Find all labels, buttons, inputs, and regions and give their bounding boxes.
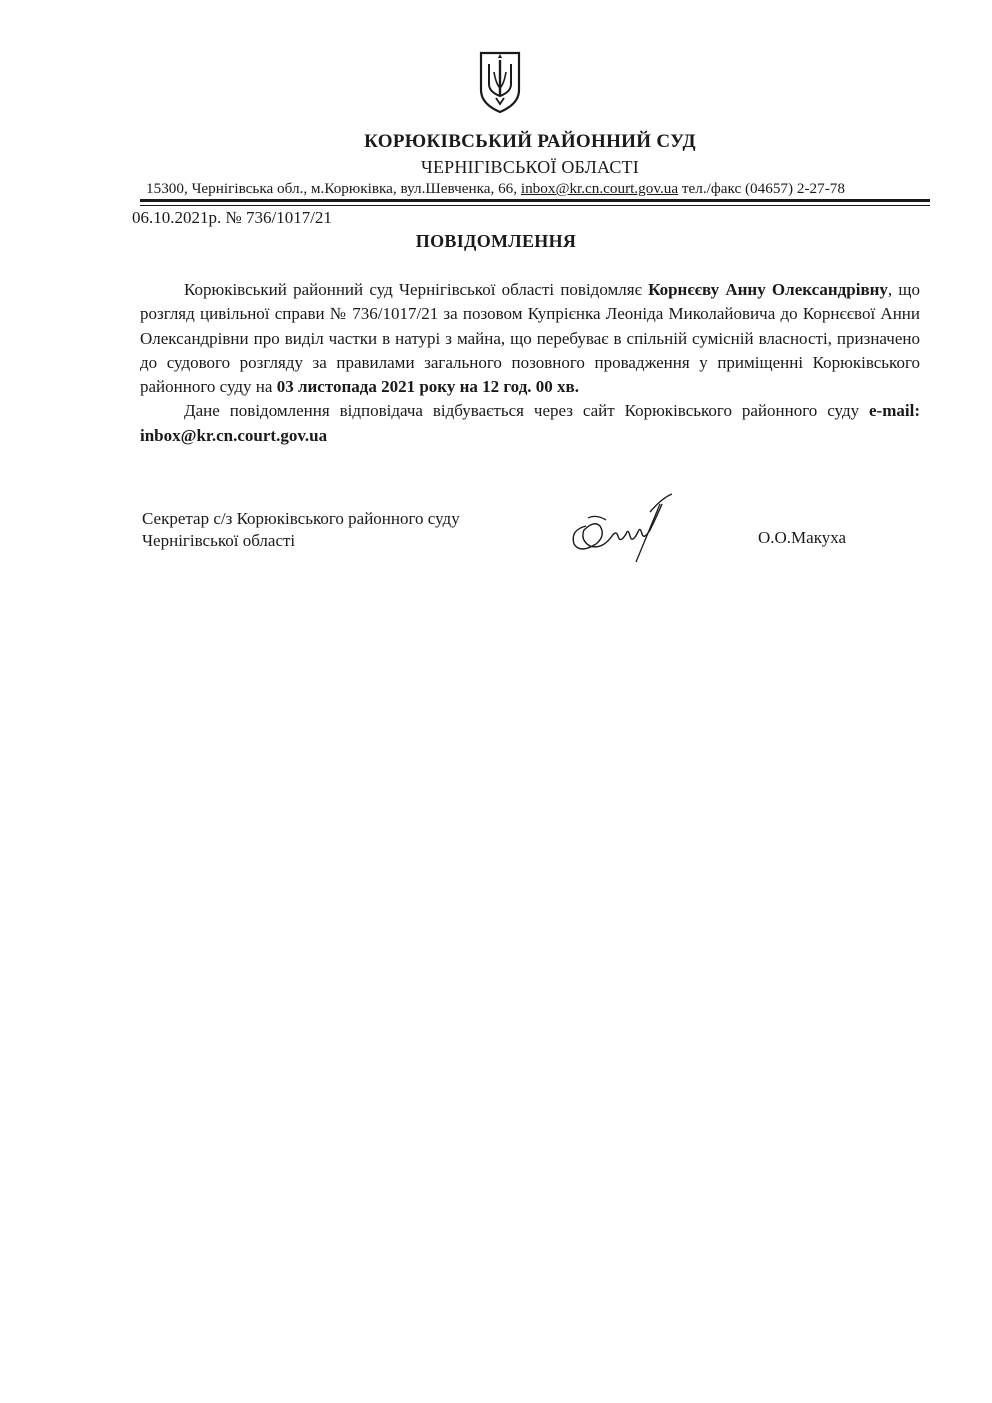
notice-paragraph-1: [140, 278, 920, 399]
court-email[interactable]: e-mail: inbox@kr.cn.court.gov.ua: [140, 401, 920, 445]
trident-coat-of-arms-icon: [478, 50, 522, 114]
p1-details: , що розгляд цивільної справи № 736/1017/21 за позовом Купрієнка Леоніда Миколайовича до Корнєєвої Анни Олександрівни про виділ частки в натурі з майна, що перебуває в спільній сумісній власності, призначено до судового розгляду за правилами загального позовного провадження у приміщенні Корюківського районного суду на: [140, 280, 920, 397]
notice-body: [140, 278, 920, 448]
address-email-link[interactable]: inbox@kr.cn.court.gov.ua: [520, 180, 679, 197]
header-divider-thick: [140, 199, 930, 202]
court-address: [146, 180, 936, 198]
p2-text: Дане повідомлення відповідача відбувається через сайт Корюківського районного суду: [184, 401, 870, 421]
defendant-name: Корнєєву Анну Олександрівну: [648, 280, 888, 299]
notice-paragraph-2: [140, 399, 920, 448]
court-region: ЧЕРНІГІВСЬКОЇ ОБЛАСТІ: [421, 157, 639, 177]
address-phone: тел./факс (04657) 2-27-78: [678, 180, 845, 197]
address-text: 15300, Чернігівська обл., м.Корюківка, вул.Шевченка, 66,: [146, 180, 521, 197]
date-and-case-number: 06.10.2021р. № 736/1017/21: [132, 208, 332, 227]
handwritten-signature: [566, 474, 678, 564]
court-name: КОРЮКІВСЬКИЙ РАЙОННИЙ СУД: [364, 131, 696, 152]
signatory-position-line1: Секретар с/з Корюківського районного суду: [142, 509, 460, 528]
header-divider-thin: [140, 205, 930, 206]
p1-intro: Корюківський районний суд Чернігівської області повідомляє: [184, 280, 649, 299]
signer-name: О.О.Макуха: [758, 528, 847, 547]
signatory-position-line2: Чернігівської області: [142, 531, 296, 550]
hearing-datetime: 03 листопада 2021 року на 12 год. 00 хв.: [276, 377, 579, 397]
document-title: ПОВІДОМЛЕННЯ: [415, 231, 577, 251]
signatory-position: [142, 508, 460, 552]
